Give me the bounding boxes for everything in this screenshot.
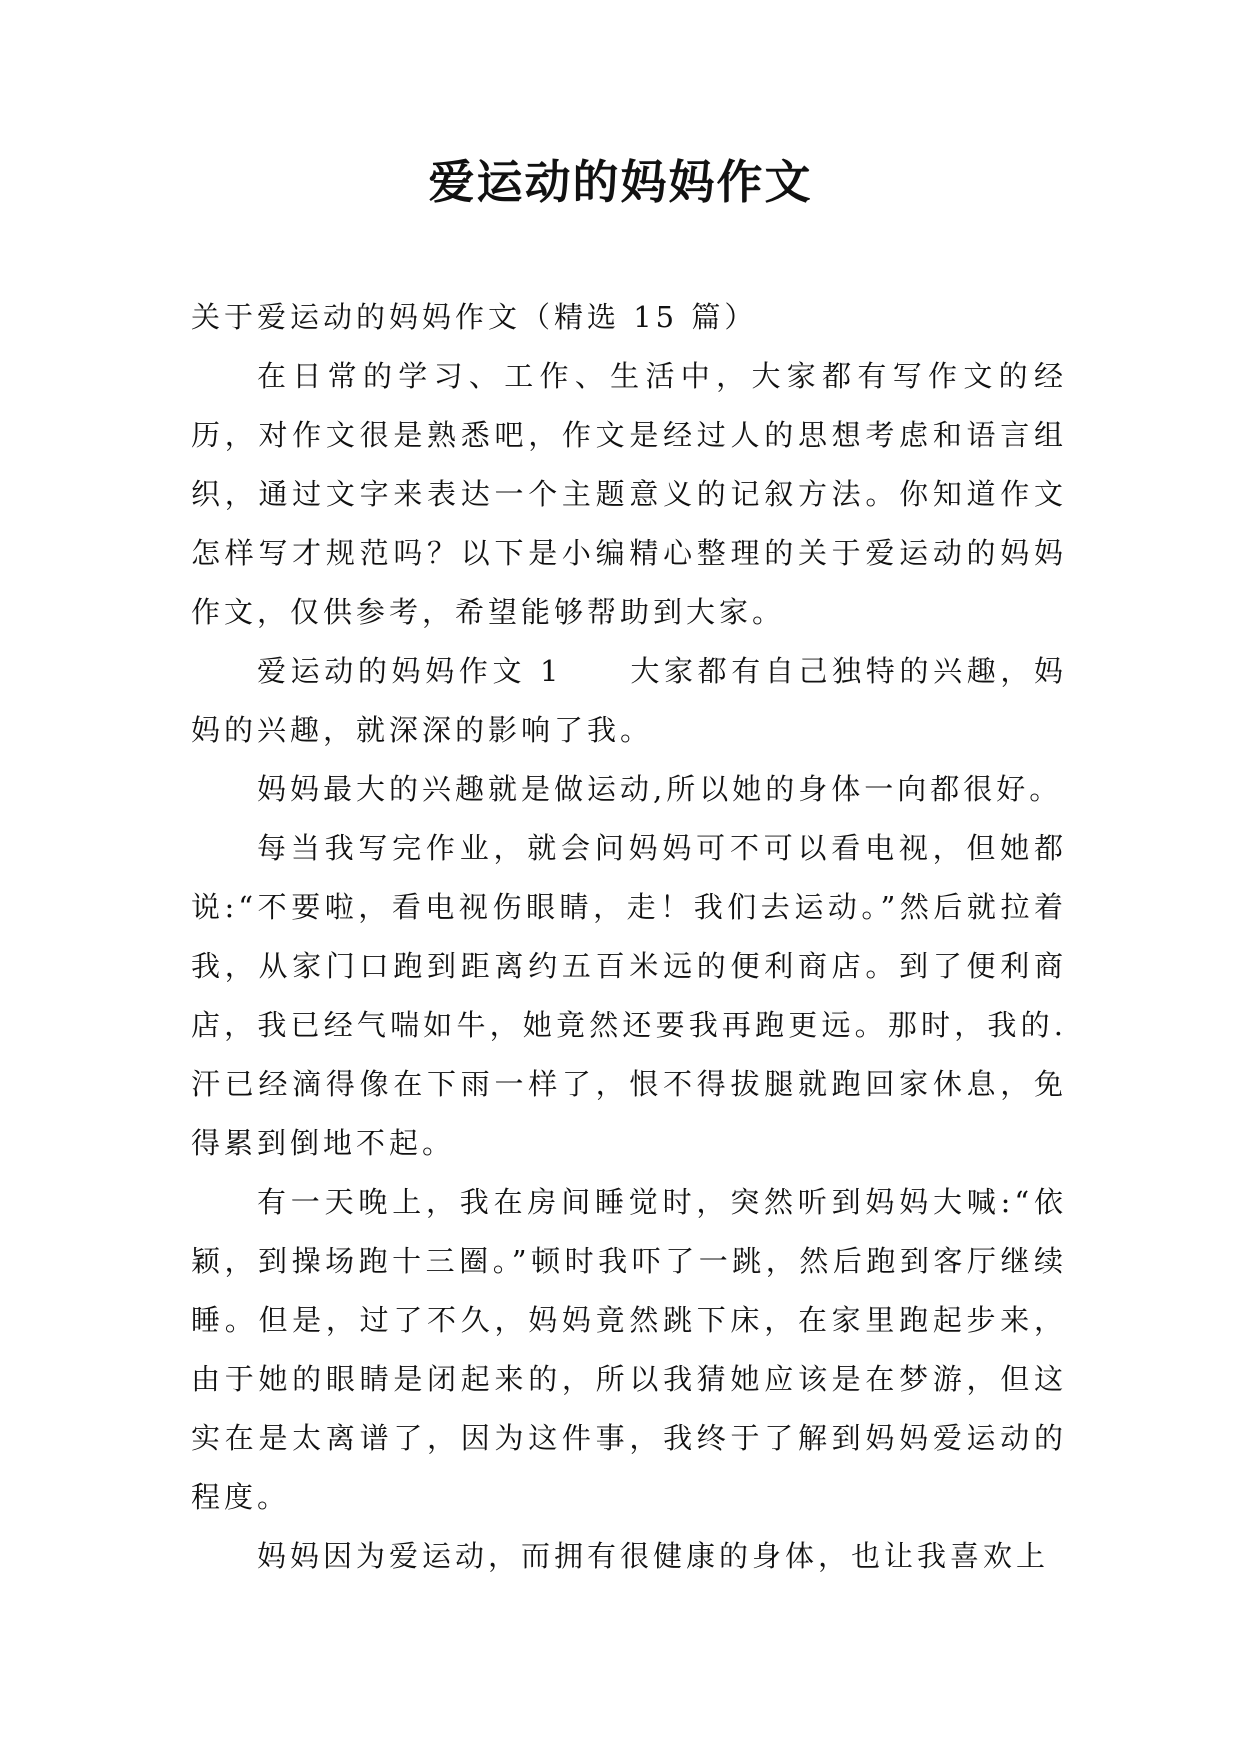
document-subtitle: 关于爱运动的妈妈作文（精选 15 篇） xyxy=(191,300,758,334)
paragraph-running: 每当我写完作业，就会问妈妈可不可以看电视，但她都说:“不要啦，看电视伤眼睛，走！我们去运动。”然后就拉着我，从家门口跑到距离约五百米远的便利商店。到了便利商店，我已经气喘如牛，她竟然还要我再跑更远。那时，我的.汗已经滴得像在下雨一样了，恨不得拔腿就跑回家休息，免得累到倒地不起。 xyxy=(191,831,1067,1160)
paragraph-closing: 妈妈因为爱运动，而拥有很健康的身体，也让我喜欢上 xyxy=(257,1539,1050,1573)
paragraph-intro: 在日常的学习、工作、生活中，大家都有写作文的经历，对作文很是熟悉吧，作文是经过人的思想考虑和语言组织，通过文字来表达一个主题意义的记叙方法。你知道作文怎样写才规范吗？以下是小编精心整理的关于爱运动的妈妈作文，仅供参考，希望能够帮助到大家。 xyxy=(191,359,1067,629)
paragraph-essay-1-opening: 爱运动的妈妈作文 1 大家都有自己独特的兴趣，妈妈的兴趣，就深深的影响了我。 xyxy=(191,654,1067,747)
document-body xyxy=(191,288,1067,1586)
paragraph-hobby: 妈妈最大的兴趣就是做运动,所以她的身体一向都很好。 xyxy=(257,772,1063,806)
document-title: 爱运动的妈妈作文 xyxy=(428,155,813,209)
paragraph-sleepwalk: 有一天晚上，我在房间睡觉时，突然听到妈妈大喊:“依颖，到操场跑十三圈。”顿时我吓了一跳，然后跑到客厅继续睡。但是，过了不久，妈妈竟然跳下床，在家里跑起步来，由于她的眼睛是闭起来的，所以我猜她应该是在梦游，但这实在是太离谱了，因为这件事，我终于了解到妈妈爱运动的程度。 xyxy=(191,1185,1067,1514)
